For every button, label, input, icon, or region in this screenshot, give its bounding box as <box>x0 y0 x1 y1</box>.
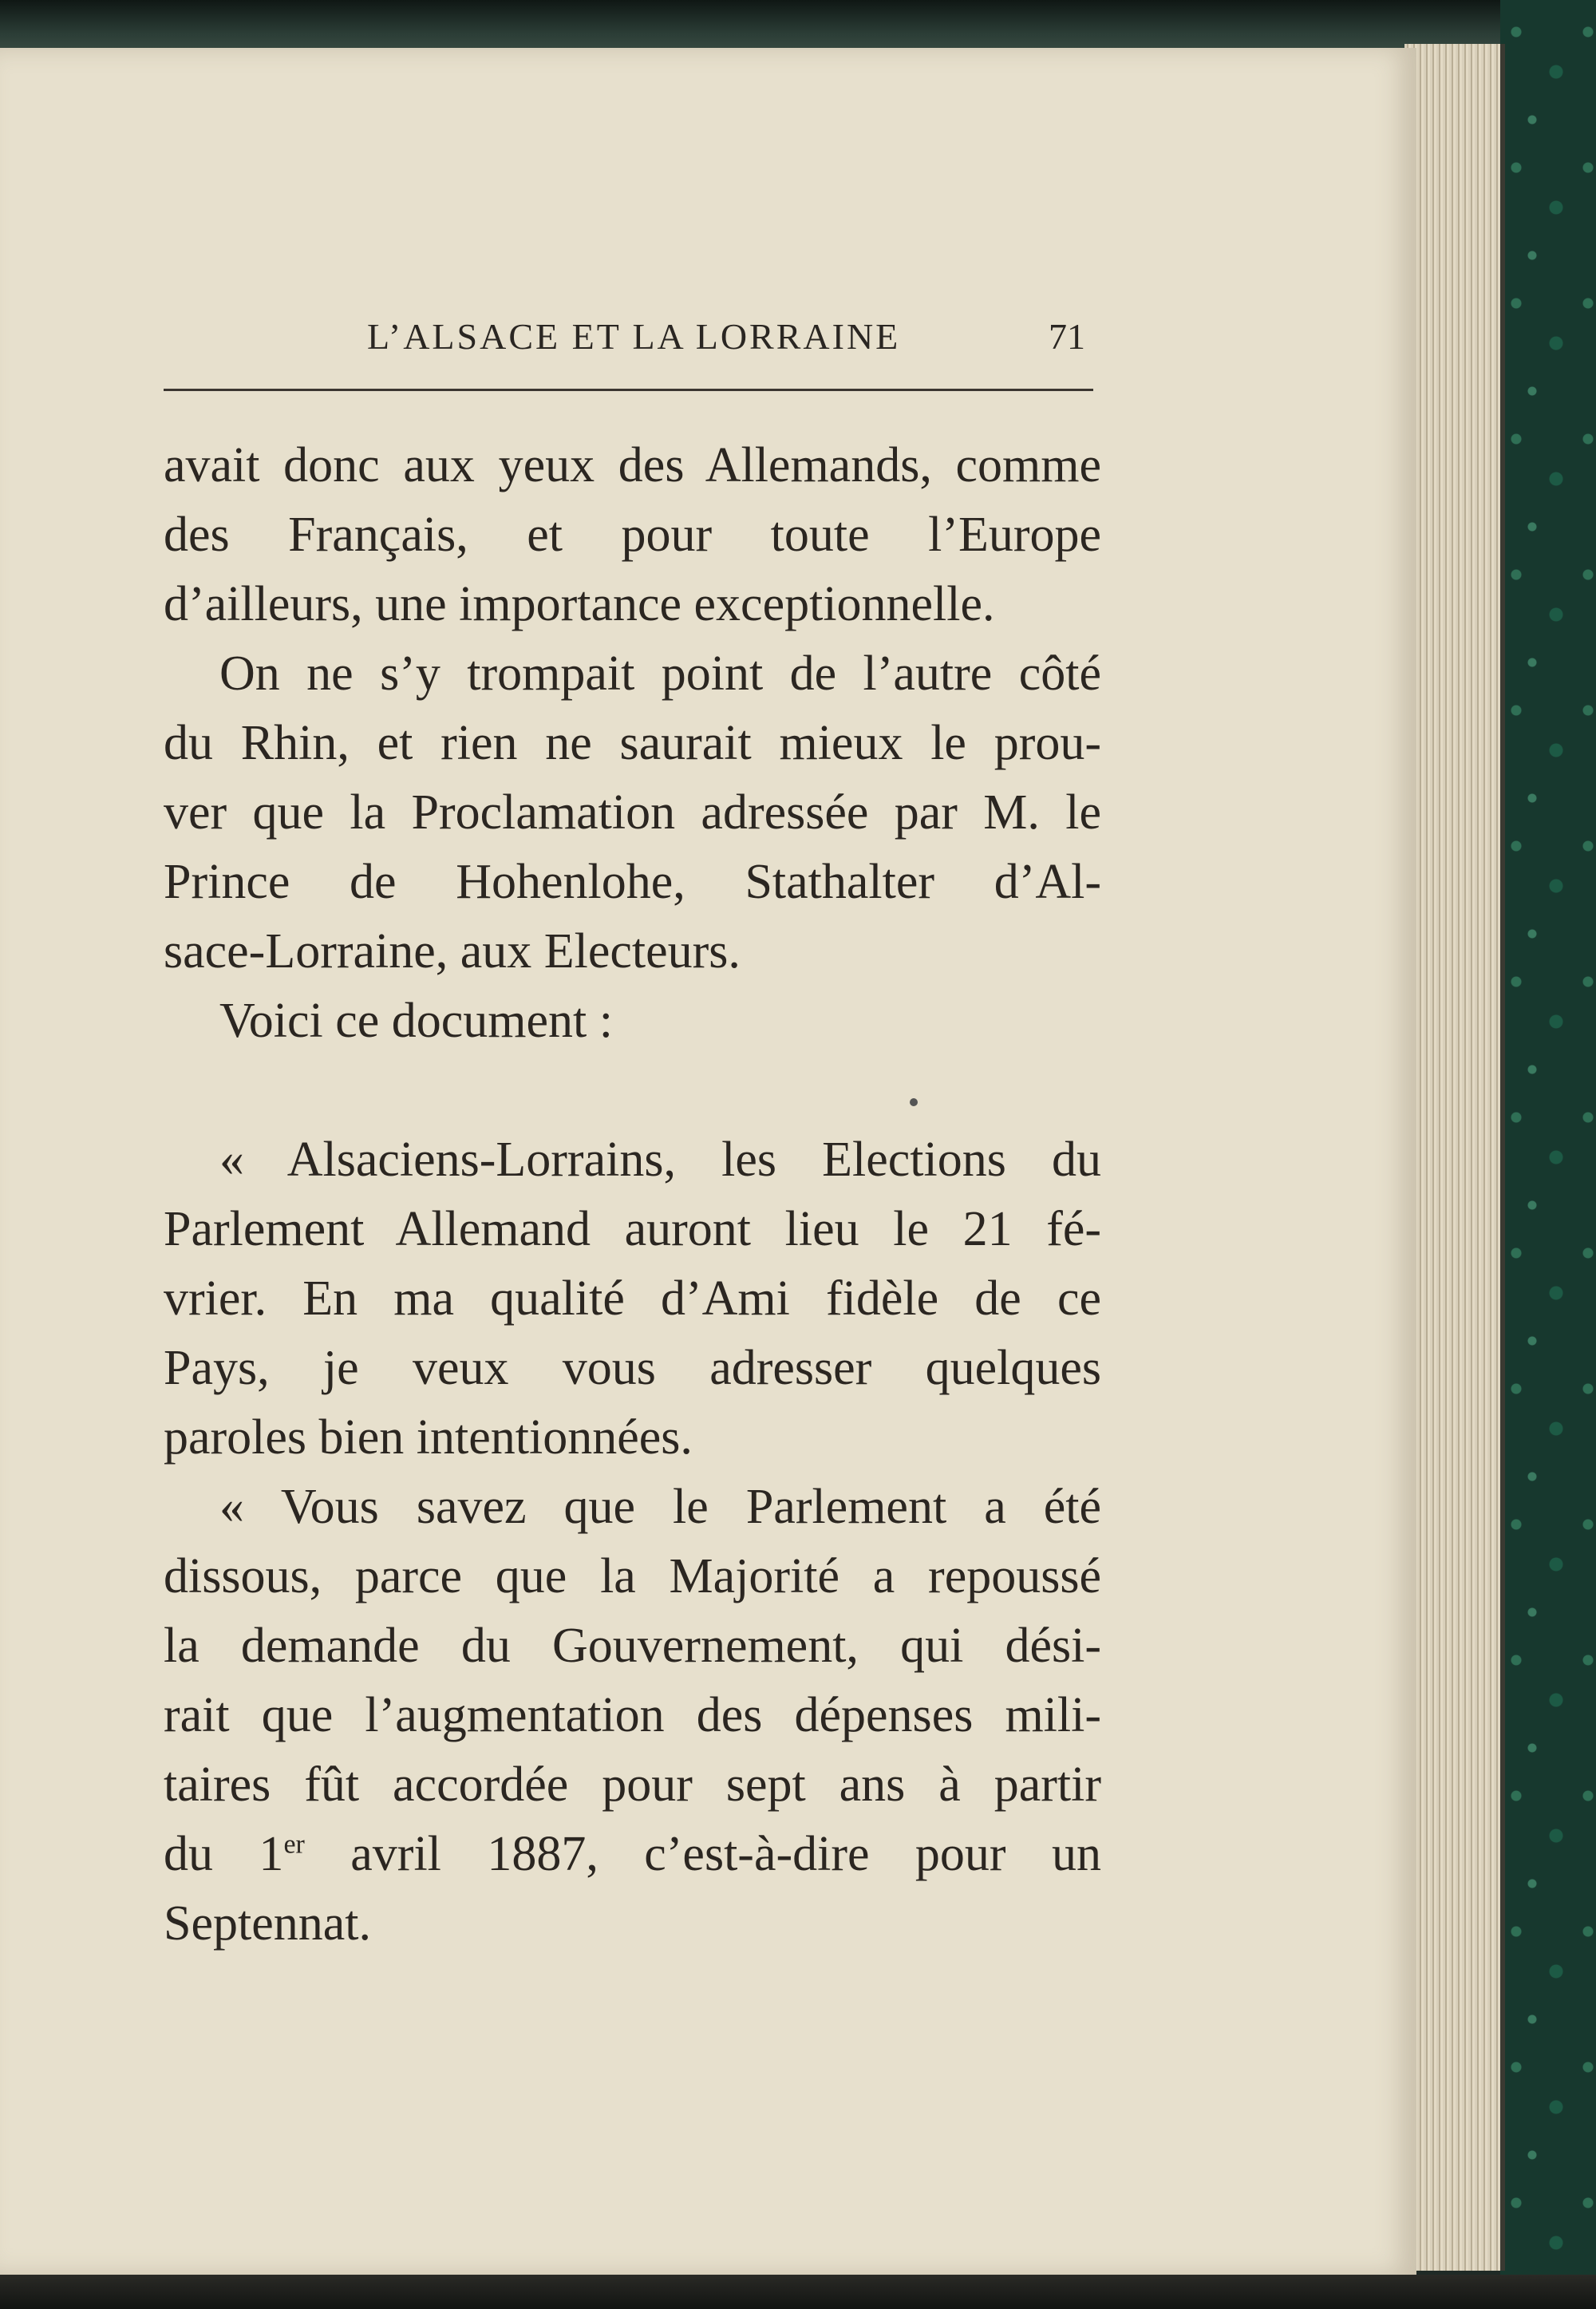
text-line: On ne s’y trompait point de l’autre côté <box>219 646 1101 701</box>
page-block-edge <box>1404 44 1505 2271</box>
text-line: vrier. En ma qualité d’Ami fidèle de ce <box>164 1271 1101 1326</box>
text-line: ver que la Proclamation adressée par M. le <box>164 785 1101 840</box>
text-line: paroles bien intentionnées. <box>164 1410 693 1465</box>
book-bottom-edge <box>0 2275 1596 2309</box>
running-title: L’ALSACE ET LA LORRAINE <box>367 316 901 357</box>
text-line: sace-Lorraine, aux Electeurs. <box>164 924 741 979</box>
text-line: dissous, parce que la Majorité a repoussé <box>164 1549 1101 1603</box>
page-body <box>164 431 1101 1959</box>
superscript: er <box>283 1829 305 1860</box>
text-line: du Rhin, et rien ne saurait mieux le prou- <box>164 716 1101 770</box>
text-line: d’ailleurs, une importance exceptionnelle. <box>164 577 995 631</box>
text-line: Voici ce document : <box>219 994 614 1048</box>
header-rule <box>164 389 1093 391</box>
text-line: la demande du Gouvernement, qui dési- <box>164 1619 1101 1673</box>
text-line: « Vous savez que le Parlement a été <box>219 1480 1101 1534</box>
text-line: rait que l’augmentation des dépenses mili- <box>164 1688 1101 1742</box>
text-line: Prince de Hohenlohe, Stathalter d’Al- <box>164 855 1101 909</box>
ink-dot <box>910 1098 918 1106</box>
text-line: des Français, et pour toute l’Europe <box>164 508 1101 562</box>
text-line: Parlement Allemand auront lieu le 21 fé- <box>164 1202 1101 1256</box>
text-line: Septennat. <box>164 1896 371 1951</box>
text-line: Pays, je veux vous adresser quelques <box>164 1341 1101 1395</box>
text-fragment: du 1 <box>164 1827 284 1881</box>
text-line <box>164 1820 1101 1889</box>
text-line: avait donc aux yeux des Allemands, comme <box>164 438 1101 492</box>
text-fragment: avril 1887, c’est-à-dire pour un <box>304 1827 1101 1881</box>
text-line: taires fût accordée pour sept ans à partir <box>164 1757 1101 1812</box>
page-number: 71 <box>1049 316 1085 357</box>
text-line: « Alsaciens-Lorrains, les Elections du <box>219 1133 1101 1187</box>
running-head <box>164 315 1097 371</box>
section-break <box>164 1056 1101 1125</box>
marbled-cover-edge <box>1500 0 1596 2309</box>
